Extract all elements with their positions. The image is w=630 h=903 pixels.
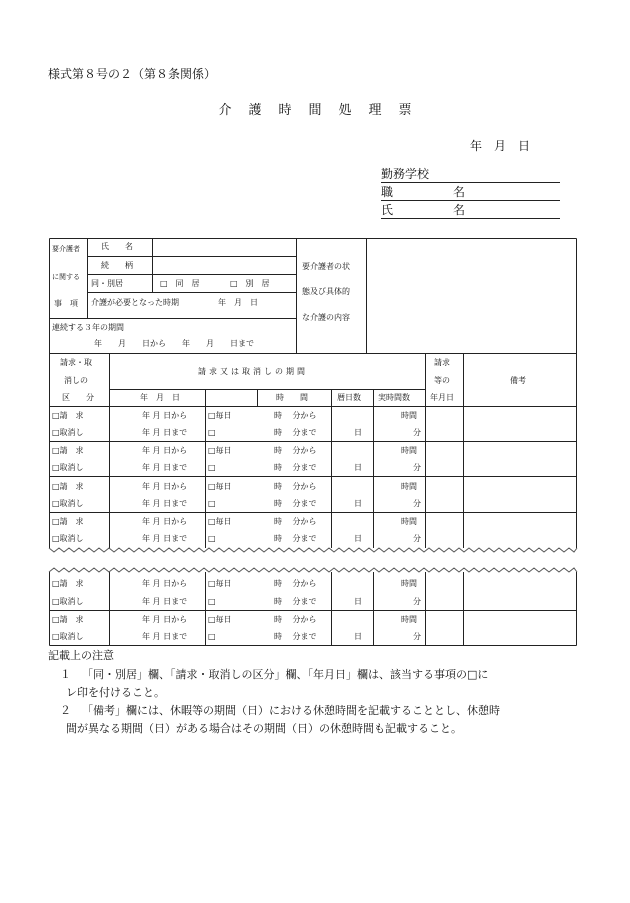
living-separate-checkbox[interactable]: □ 別 居 <box>230 279 270 288</box>
date-to[interactable]: 年 月 日まで <box>142 428 188 437</box>
sub-date: 年 月 日 <box>140 393 180 402</box>
minute-unit: 分 <box>413 597 421 606</box>
care-group-label-2: に関する <box>52 273 80 281</box>
day-unit: 日 <box>354 463 362 472</box>
date-from[interactable]: 年 月 日から <box>142 579 188 588</box>
need-time-label: 介護が必要となった時期 <box>91 298 179 307</box>
time-to[interactable]: 時 分まで <box>274 463 317 472</box>
minute-unit: 分 <box>413 499 421 508</box>
sub-hours: 実時間数 <box>378 393 410 402</box>
time-from[interactable]: 時 分から <box>274 446 317 455</box>
day-unit: 日 <box>354 534 362 543</box>
day-unit: 日 <box>354 597 362 606</box>
time-from[interactable]: 時 分から <box>274 615 317 624</box>
condition-label-2: 態及び具体的 <box>302 287 350 296</box>
school-field[interactable]: 勤務学校 <box>381 167 560 183</box>
note-1-line-1: 「同・別居」欄、「請求・取消しの区分」欄、「年月日」欄は、該当する事項の□に <box>82 668 489 681</box>
checkbox[interactable]: □ <box>208 534 216 543</box>
note-1-line-2: レ印を付けること。 <box>66 686 165 699</box>
minute-unit: 分 <box>413 463 421 472</box>
col-seikyu-2: 等の <box>434 376 450 385</box>
day-unit: 日 <box>354 428 362 437</box>
cancel-checkbox[interactable]: □取消し <box>52 534 84 543</box>
hour-unit: 時間 <box>401 446 417 455</box>
cancel-checkbox[interactable]: □取消し <box>52 463 84 472</box>
day-unit: 日 <box>354 632 362 641</box>
care-group-label-3: 事 項 <box>54 299 78 308</box>
note-2 <box>48 702 578 738</box>
col-biko: 備考 <box>510 376 526 385</box>
date-from[interactable]: 年 月 日から <box>142 482 188 491</box>
condition-label-1: 要介護者の状 <box>302 262 350 271</box>
time-to[interactable]: 時 分まで <box>274 499 317 508</box>
period-label: 連続する３年の期間 <box>52 323 124 332</box>
checkbox[interactable]: □ <box>208 597 216 606</box>
care-relation-label: 続 柄 <box>101 261 133 270</box>
date-from[interactable]: 年 月 日から <box>142 411 188 420</box>
checkbox[interactable]: □ <box>208 428 216 437</box>
cancel-checkbox[interactable]: □取消し <box>52 632 84 641</box>
care-living-label: 同・別居 <box>91 279 123 288</box>
note-1-number: １ <box>60 668 71 681</box>
form-number: 様式第８号の２（第８条関係） <box>48 67 217 81</box>
date-from[interactable]: 年 月 日から <box>142 615 188 624</box>
time-from[interactable]: 時 分から <box>274 579 317 588</box>
living-same-checkbox[interactable]: □ 同 居 <box>160 279 200 288</box>
hour-unit: 時間 <box>401 579 417 588</box>
time-from[interactable]: 時 分から <box>274 411 317 420</box>
note-2-line-2: 間が異なる期間（日）がある場合はその期間（日）の休憩時間も記載すること。 <box>66 722 462 735</box>
time-to[interactable]: 時 分まで <box>274 534 317 543</box>
date-to[interactable]: 年 月 日まで <box>142 499 188 508</box>
checkbox[interactable]: □ <box>208 632 216 641</box>
cancel-checkbox[interactable]: □取消し <box>52 428 84 437</box>
time-to[interactable]: 時 分まで <box>274 597 317 606</box>
notes-heading: 記載上の注意 <box>48 649 114 662</box>
cancel-checkbox[interactable]: □取消し <box>52 499 84 508</box>
request-checkbox[interactable]: □請 求 <box>52 446 84 455</box>
note-2-number: ２ <box>60 704 71 717</box>
request-checkbox[interactable]: □請 求 <box>52 482 84 491</box>
hour-unit: 時間 <box>401 482 417 491</box>
daily-checkbox[interactable]: □毎日 <box>208 517 232 526</box>
time-from[interactable]: 時 分から <box>274 517 317 526</box>
name-field[interactable]: 氏 名 <box>381 203 560 219</box>
request-checkbox[interactable]: □請 求 <box>52 615 84 624</box>
hour-unit: 時間 <box>401 517 417 526</box>
sub-time: 時 間 <box>276 393 308 402</box>
day-unit: 日 <box>354 499 362 508</box>
request-checkbox[interactable]: □請 求 <box>52 411 84 420</box>
date-to[interactable]: 年 月 日まで <box>142 534 188 543</box>
date-to[interactable]: 年 月 日まで <box>142 632 188 641</box>
date-to[interactable]: 年 月 日まで <box>142 597 188 606</box>
hour-unit: 時間 <box>401 411 417 420</box>
condition-label-3: な介護の内容 <box>302 313 350 322</box>
col-kubun-3: 区 分 <box>62 393 94 402</box>
col-kubun-2: 消しの <box>64 376 88 385</box>
hour-unit: 時間 <box>401 615 417 624</box>
minute-unit: 分 <box>413 428 421 437</box>
request-checkbox[interactable]: □請 求 <box>52 517 84 526</box>
checkbox[interactable]: □ <box>208 463 216 472</box>
date-from[interactable]: 年 月 日から <box>142 517 188 526</box>
daily-checkbox[interactable]: □毎日 <box>208 615 232 624</box>
care-group-label-1: 要介護者 <box>52 245 80 253</box>
cancel-checkbox[interactable]: □取消し <box>52 597 84 606</box>
minute-unit: 分 <box>413 632 421 641</box>
col-seikyu-1: 請求 <box>434 358 450 367</box>
sub-days: 暦日数 <box>337 393 361 402</box>
position-field[interactable]: 職 名 <box>381 185 560 201</box>
period-value[interactable]: 年 月 日から 年 月 日まで <box>94 339 254 348</box>
daily-checkbox[interactable]: □毎日 <box>208 411 232 420</box>
col-seikyu-3: 年月日 <box>430 393 454 402</box>
col-kubun-1: 請求・取 <box>60 358 92 367</box>
need-time-value[interactable]: 年 月 日 <box>218 298 258 307</box>
request-checkbox[interactable]: □請 求 <box>52 579 84 588</box>
time-from[interactable]: 時 分から <box>274 482 317 491</box>
care-name-label: 氏 名 <box>101 242 133 251</box>
note-1 <box>48 666 578 702</box>
time-to[interactable]: 時 分まで <box>274 428 317 437</box>
daily-checkbox[interactable]: □毎日 <box>208 446 232 455</box>
date-to[interactable]: 年 月 日まで <box>142 463 188 472</box>
date-from[interactable]: 年 月 日から <box>142 446 188 455</box>
note-2-line-1: 「備考」欄には、休暇等の期間（日）における休憩時間を記載することとし、休憩時 <box>82 704 500 717</box>
form-title: 介護時間処理票 <box>218 103 429 118</box>
col-period: 請求又は取消しの期間 <box>198 367 308 376</box>
checkbox[interactable]: □ <box>208 499 216 508</box>
time-to[interactable]: 時 分まで <box>274 632 317 641</box>
daily-checkbox[interactable]: □毎日 <box>208 482 232 491</box>
minute-unit: 分 <box>413 534 421 543</box>
daily-checkbox[interactable]: □毎日 <box>208 579 232 588</box>
date-line: 年 月 日 <box>470 139 531 153</box>
